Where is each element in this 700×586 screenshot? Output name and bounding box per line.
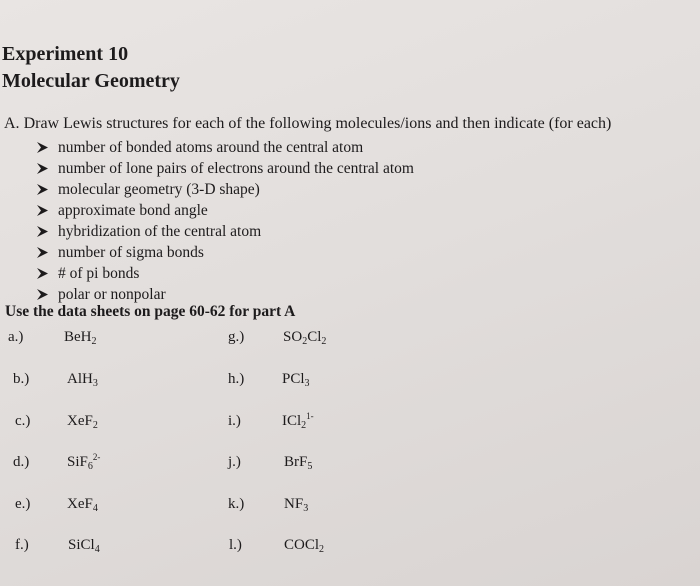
- arrowhead-bullet-icon: [36, 204, 49, 217]
- bullet-text: # of pi bonds: [58, 264, 140, 282]
- molecule-label-e: e.): [15, 496, 31, 512]
- molecule-label-l: l.): [229, 537, 242, 553]
- molecule-label-c: c.): [15, 413, 31, 429]
- molecule-formula-h: PCl$_3$: [282, 371, 310, 389]
- data-sheet-note: Use the data sheets on page 60-62 for part A: [5, 303, 296, 320]
- property-bullet-list: [36, 137, 414, 305]
- list-item: [36, 263, 414, 284]
- bullet-text: approximate bond angle: [58, 201, 208, 219]
- molecule-formula-f: SiCl$_4$: [68, 537, 100, 555]
- bullet-text: number of lone pairs of electrons around the central atom: [58, 159, 414, 177]
- arrowhead-bullet-icon: [36, 246, 49, 259]
- list-item: [36, 179, 414, 200]
- molecule-formula-c: XeF$_2$: [67, 413, 98, 431]
- bullet-text: number of sigma bonds: [58, 243, 204, 261]
- section-a-instruction: [4, 114, 611, 134]
- page-title: Experiment 10: [2, 43, 129, 65]
- bullet-text: molecular geometry (3-D shape): [58, 180, 260, 198]
- molecule-label-f: f.): [15, 537, 29, 553]
- molecule-formula-d: SiF$_6^{2-}$: [67, 452, 101, 472]
- list-item: [36, 221, 414, 242]
- page-subtitle: Molecular Geometry: [2, 70, 180, 92]
- bullet-text: polar or nonpolar: [58, 285, 166, 303]
- list-item: [36, 242, 414, 263]
- molecule-formula-l: COCl$_2$: [284, 537, 325, 555]
- molecule-formula-b: AlH$_3$: [67, 371, 98, 389]
- molecule-formula-a: BeH$_2$: [64, 329, 97, 347]
- bullet-text: number of bonded atoms around the central atom: [58, 138, 364, 156]
- section-a-label: A.: [4, 115, 20, 132]
- arrowhead-bullet-icon: [36, 141, 49, 154]
- bullet-text: hybridization of the central atom: [58, 222, 262, 240]
- molecule-formula-e: XeF$_4$: [67, 496, 98, 514]
- molecule-label-a: a.): [8, 329, 24, 345]
- molecule-formula-g: $SO_2Cl_2$: [283, 329, 327, 347]
- list-item: [36, 137, 414, 158]
- arrowhead-bullet-icon: [36, 267, 49, 280]
- molecule-formula-k: $NF_3$: [284, 496, 309, 514]
- molecule-formula-j: BrF$_5$: [284, 454, 313, 472]
- molecule-label-d: d.): [13, 454, 30, 470]
- molecule-label-h: h.): [228, 371, 245, 387]
- arrowhead-bullet-icon: [36, 183, 49, 196]
- molecule-label-k: k.): [228, 496, 245, 512]
- arrowhead-bullet-icon: [36, 225, 49, 238]
- molecule-label-g: g.): [228, 329, 245, 345]
- arrowhead-bullet-icon: [36, 288, 49, 301]
- molecule-label-j: j.): [228, 454, 241, 470]
- section-a-text: Draw Lewis structures for each of the following molecules/ions and then indicate (for each): [23, 115, 612, 132]
- molecule-label-b: b.): [13, 371, 30, 387]
- list-item: [36, 200, 414, 221]
- molecule-label-i: i.): [228, 413, 241, 429]
- molecule-formula-i: ICl$_2^{1-}$: [282, 411, 314, 431]
- arrowhead-bullet-icon: [36, 162, 49, 175]
- list-item: [36, 158, 414, 179]
